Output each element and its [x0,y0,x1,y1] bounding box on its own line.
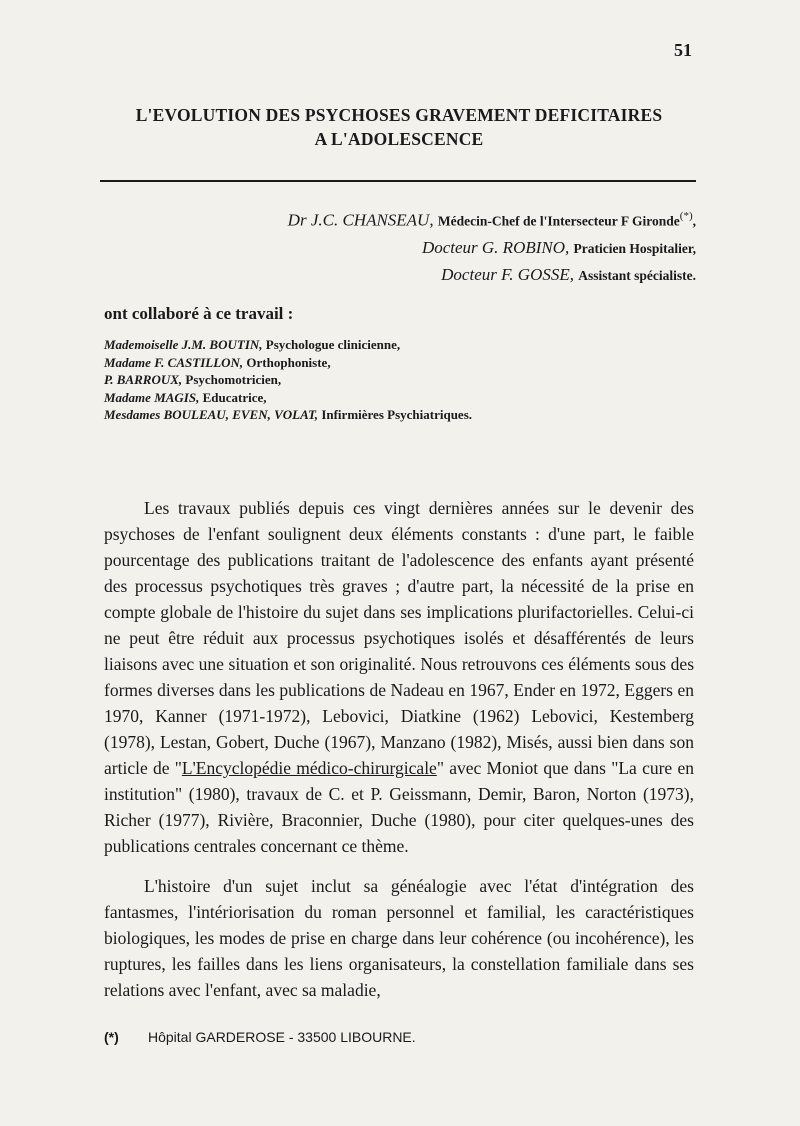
page-number: 51 [674,40,692,60]
title-divider [100,180,696,182]
footnote-reference: (*) [679,210,693,222]
author-role: Assistant spécialiste [578,267,693,283]
collaborators-heading: ont collaboré à ce travail : [104,304,294,323]
collaborator-item: Madame F. CASTILLON, Orthophoniste, [104,354,331,370]
collaborator-item: Mademoiselle J.M. BOUTIN, Psychologue clinicienne, [104,337,401,352]
collaborators-list [104,336,694,424]
author-2: Docteur G. ROBINO, Praticien Hospitalier, [421,237,696,257]
author-name: Docteur G. ROBINO, [421,237,570,257]
author-3: Docteur F. GOSSE, Assistant spécialiste. [441,264,696,284]
collaborator-item: P. BARROUX, Psychomotricien, [104,372,282,387]
footnote-text: Hôpital GARDEROSE - 33500 LIBOURNE. [148,1029,416,1045]
article-body [104,495,694,1017]
author-name: Dr J.C. CHANSEAU, [287,210,434,230]
cited-work: L'Encyclopédie médico-chirurgicale [181,758,437,778]
collaborator-item: Madame MAGIS, Educatrice, [104,389,267,405]
title-line-2: A L'ADOLESCENCE [314,129,484,149]
footnote-mark: (*) [104,1029,119,1045]
author-role: Médecin-Chef de l'Intersecteur F Gironde [437,213,680,229]
author-role: Praticien Hospitalier [573,240,693,256]
author-1: Dr J.C. CHANSEAU, Médecin-Chef de l'Intersecteur F Gironde(*), [287,210,696,230]
body-paragraph-1: Les travaux publiés depuis ces vingt dernières années sur le devenir des psychoses de l'enfant soulignent deux éléments constants : d'une part, le faible pourcentage des publications traitant de l'adolescence des enfants ayant présenté des processus psychotiques très graves ; d'autre part, la nécessité de la prise en compte globale de l'histoire du sujet dans ses implications plurifactorielles. Celui-ci ne peut être réduit aux processus psychotiques isolés et désafférentés de leurs liaisons avec une situation et son originalité. Nous retrouvons ces éléments sous des formes diverses dans les publications de Nadeau en 1967, Ender en 1972, Eggers en 1970, Kanner (1971-1972), Lebovici, Diatkine (1962) Lebovici, Kestemberg (1978), Lestan, Gobert, Duche (1967), Manzano (1982), Misés, aussi bien dans son article de "L'Encyclopédie médico-chirurgicale" avec Moniot que dans "La cure en institution" (1980), travaux de C. et P. Geissmann, Demir, Baron, Norton (1973), Richer (1977), Rivière, Braconnier, Duche (1980), pour citer quelques-unes des publications centrales concernant ce thème. [104,498,694,856]
author-list [96,203,696,289]
footnote [104,1029,416,1045]
title-line-1: L'EVOLUTION DES PSYCHOSES GRAVEMENT DEFICITAIRES [135,105,663,125]
article-title [100,103,698,151]
body-paragraph-2: L'histoire d'un sujet inclut sa généalogie avec l'état d'intégration des fantasmes, l'intériorisation du roman personnel et familial, les caractéristiques biologiques, les modes de prise en charge dans leur cohérence (ou incohérence), les ruptures, les failles dans les liens organisateurs, la constellation familiale dans ses relations avec l'enfant, avec sa maladie, [104,876,694,1000]
collaborator-item: Mesdames BOULEAU, EVEN, VOLAT, Infirmières Psychiatriques. [104,407,472,422]
author-name: Docteur F. GOSSE, [441,264,574,284]
